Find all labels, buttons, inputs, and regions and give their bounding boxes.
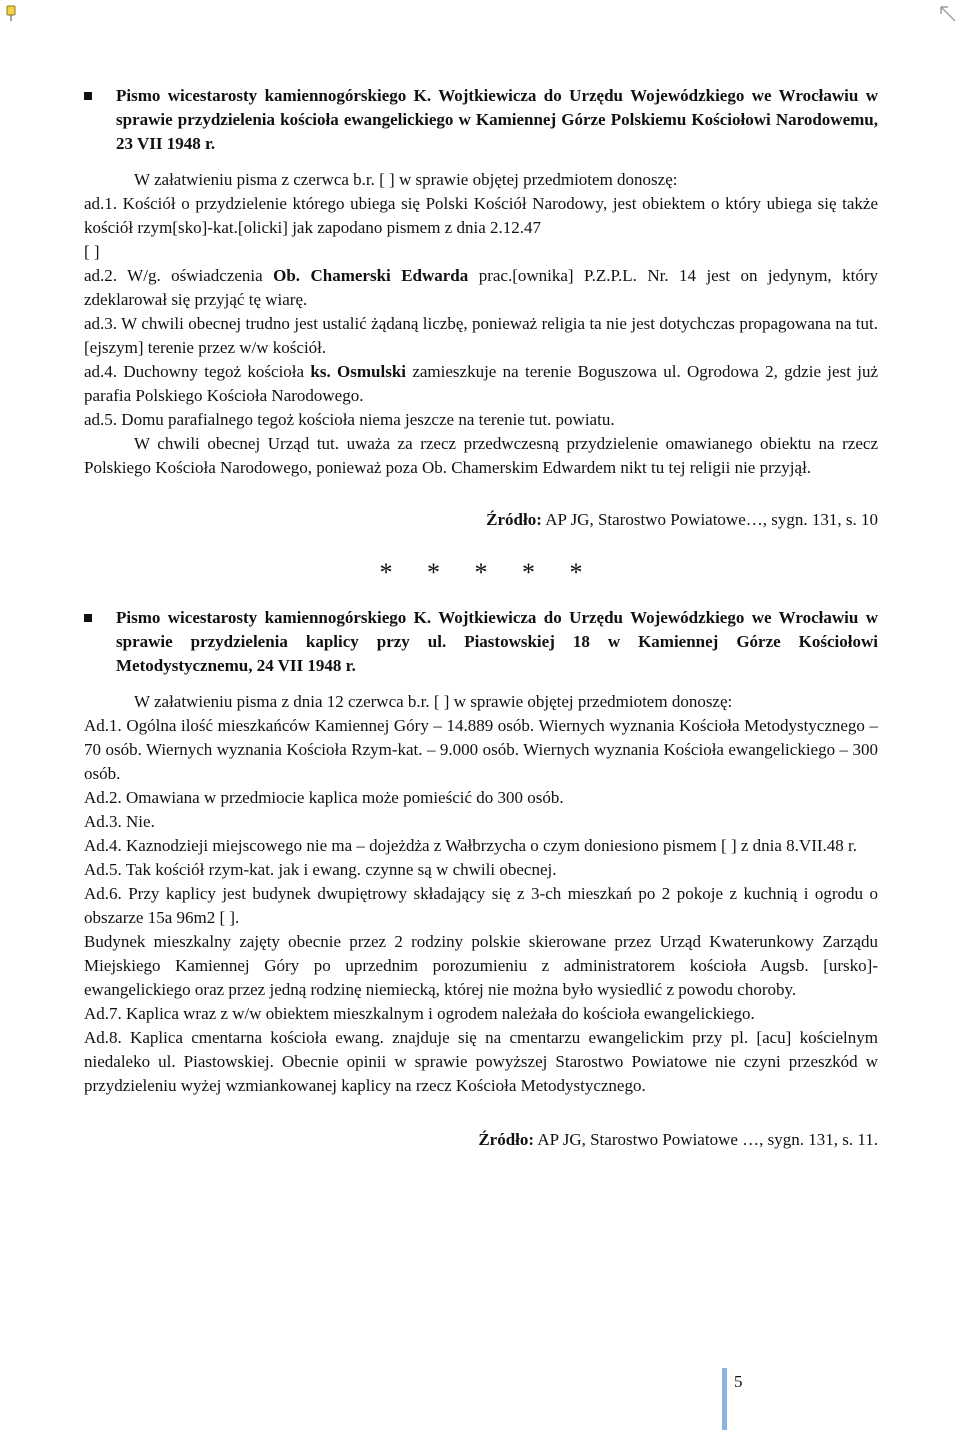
pin-icon <box>4 4 18 22</box>
bullet-icon <box>84 614 92 622</box>
section1-heading <box>84 84 878 156</box>
document-page <box>84 84 878 1152</box>
section2-title: Pismo wicestarosty kamiennogórskiego K. Wojtkiewicza do Urzędu Wojewódzkiego we Wrocławiu w sprawie przydzielenia kaplicy przy ul. Piastowskiej 18 w Kamiennej Górze Kościołowi Metodystycznemu, 24 VII 1948 r. <box>116 608 878 675</box>
section2-intro: W załatwieniu pisma z dnia 12 czerwca b.r. [ ] w sprawie objętej przedmiotem donoszę: <box>134 692 733 711</box>
section2-ad8: Ad.8. Kaplica cmentarna kościoła ewang. znajduje się na cmentarzu ewangelickim przy pl. [acu] kościelnym niedaleko ul. Piastowskiej. Obecnie opinii w sprawie powyższej Starostwo Powiatowe nie czyni przeszkód w przydzieleniu wyżej wzmiankowanej kaplicy na rzecz Kościoła Metodystycznego. <box>84 1028 878 1095</box>
separator-stars: * * * * * <box>379 558 597 587</box>
section2-ad1: Ad.1. Ogólna ilość mieszkańców Kamiennej Góry – 14.889 osób. Wiernych wyznania Kościoła Metodystycznego – 70 osób. Wiernych wyznania Kościoła Rzym-kat. – 9.000 osób. Wiernych wyznania Kościoła ewangelickiego – 300 osób. <box>84 716 878 783</box>
bullet-icon <box>84 92 92 100</box>
section1-ad5: ad.5. Domu parafialnego tegoż kościoła niema jeszcze na terenie tut. powiatu. <box>84 410 615 429</box>
section2-ad7: Ad.7. Kaplica wraz z w/w obiektem mieszkalnym i ogrodem należała do kościoła ewangelickiego. <box>84 1004 755 1023</box>
section1-ad1: ad.1. Kościół o przydzielenie którego ubiega się Polski Kościół Narodowy, jest obiektem o który ubiega się także kościół rzym[sko]-kat.[olicki] jak zapodano pismem z dnia 2.12.47 <box>84 194 878 237</box>
section1-title: Pismo wicestarosty kamiennogórskiego K. Wojtkiewicza do Urzędu Wojewódzkiego we Wrocławiu w sprawie przydzielenia kościoła ewangelickiego w Kamiennej Górze Polskiemu Kościołowi Narodowemu, 23 VII 1948 r. <box>116 86 878 153</box>
section2-ad2: Ad.2. Omawiana w przedmiocie kaplica może pomieścić do 300 osób. <box>84 788 564 807</box>
section1-source: Źródło: AP JG, Starostwo Powiatowe…, sygn. 131, s. 10 <box>486 510 878 529</box>
section1-ad1-cont: [ ] <box>84 242 100 261</box>
section2-ad3: Ad.3. Nie. <box>84 812 155 831</box>
page-number: 5 <box>734 1372 743 1391</box>
priest-name: ks. Osmulski <box>310 362 407 381</box>
section2-heading <box>84 606 878 678</box>
section2-ad5: Ad.5. Tak kościół rzym-kat. jak i ewang. czynne są w chwili obecnej. <box>84 860 557 879</box>
section1-closing: W chwili obecnej Urząd tut. uważa za rzecz przedwczesną przydzielenie omawianego obiektu na rzecz Polskiego Kościoła Narodowego, ponieważ poza Ob. Chamerskim Edwardem nikt tu tej religii nie przyjął. <box>84 434 878 477</box>
person-name: Ob. Chamerski Edwarda <box>273 266 469 285</box>
page-fold-icon <box>940 6 956 22</box>
section2-building: Budynek mieszkalny zajęty obecnie przez 2 rodziny polskie skierowane przez Urząd Kwaterunkowy Zarządu Miejskiego Kamiennej Góry po uprzednim porozumieniu z administratorem kościoła Augsb. [ursko]-ewangelickiego oraz przez jedną rodzinę niemiecką, której nie można było wysiedlić z powodu choroby. <box>84 932 878 999</box>
section1-ad4: ad.4. Duchowny tegoż kościoła ks. Osmulski zamieszkuje na terenie Boguszowa ul. Ogrodowa 2, gdzie jest już parafia Polskiego Kościoła Narodowego. <box>84 362 879 405</box>
section1-ad2: ad.2. W/g. oświadczenia Ob. Chamerski Edwarda prac.[ownika] P.Z.P.L. Nr. 14 jest on jedynym, który zdeklarował się przyjąć tę wiarę. <box>84 266 878 309</box>
footer-accent-bar <box>722 1368 727 1430</box>
section2-source: Źródło: AP JG, Starostwo Powiatowe …, sygn. 131, s. 11. <box>478 1130 878 1149</box>
section2-ad6: Ad.6. Przy kaplicy jest budynek dwupiętrowy składający się z 3-ch mieszkań po 2 pokoje z kuchnią i ogrodu o obszarze 15a 96m2 [ ]. <box>84 884 878 927</box>
section1-intro: W załatwieniu pisma z czerwca b.r. [ ] w sprawie objętej przedmiotem donoszę: <box>134 170 678 189</box>
section1-ad3: ad.3. W chwili obecnej trudno jest ustalić żądaną liczbę, ponieważ religia ta nie jest dotychczas propagowana na tut.[ejszym] terenie przez w/w kościół. <box>84 314 878 357</box>
section2-ad4: Ad.4. Kaznodzieji miejscowego nie ma – dojeżdża z Wałbrzycha o czym doniesiono pismem [ ] z dnia 8.VII.48 r. <box>84 836 857 855</box>
